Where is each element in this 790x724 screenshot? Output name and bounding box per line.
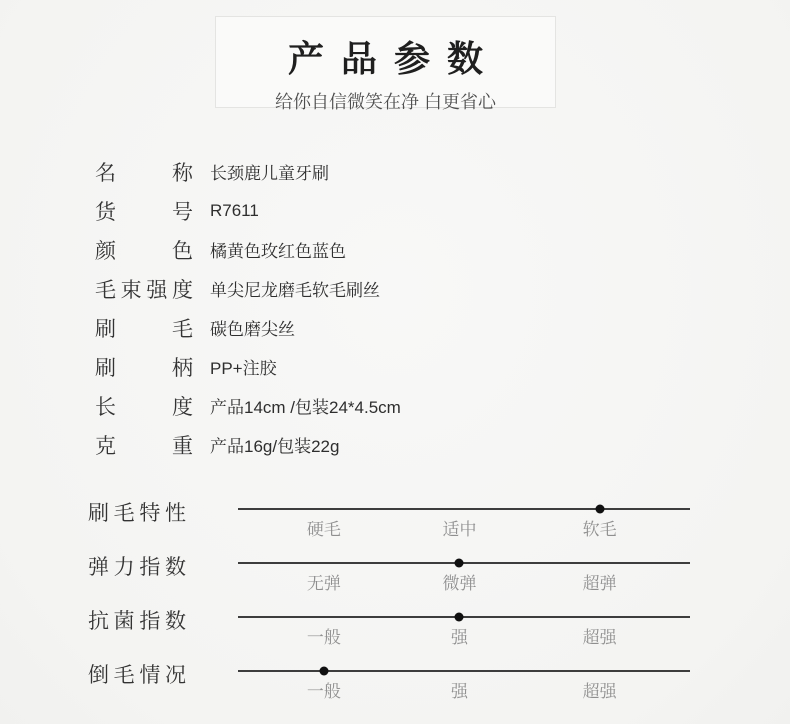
spec-label: 货 号 [95, 200, 193, 224]
spec-value: 碳色磨尖丝 [210, 320, 295, 339]
spec-row [95, 152, 735, 191]
spec-row [95, 308, 735, 347]
scale-option-label: 软毛 [582, 520, 617, 539]
scale-option-label: 强 [450, 682, 468, 701]
scale-option-label: 一般 [306, 682, 341, 701]
spec-value: 产品16g/包装22g [210, 437, 340, 456]
spec-row [95, 347, 735, 386]
scale-marker-dot [595, 505, 604, 514]
scale-line [238, 562, 690, 564]
scale-line [238, 616, 690, 618]
scale-line [238, 670, 690, 672]
scale-row [88, 544, 728, 598]
title-box [215, 16, 556, 112]
spec-row [95, 425, 735, 464]
spec-value: R7611 [210, 200, 259, 220]
rating-scales [88, 490, 728, 706]
spec-label: 毛 束 强 度 [95, 278, 193, 302]
scale-option-label: 微弹 [442, 574, 477, 593]
scale-marker-dot [455, 559, 464, 568]
scale-row [88, 598, 728, 652]
spec-value: 产品14cm /包装24*4.5cm [210, 398, 401, 417]
spec-row [95, 269, 735, 308]
scale-marker-dot [455, 613, 464, 622]
spec-label: 名 称 [95, 161, 193, 185]
scale-label: 弹 力 指 数 [88, 556, 186, 579]
scale-label: 抗 菌 指 数 [88, 610, 186, 633]
scale-label: 刷 毛 特 性 [88, 502, 186, 525]
spec-value: 长颈鹿儿童牙刷 [210, 164, 329, 183]
spec-row [95, 230, 735, 269]
spec-list [95, 152, 735, 464]
scale-row [88, 490, 728, 544]
spec-label: 刷 毛 [95, 317, 193, 341]
page-subtitle: 给你自信微笑在净 白更省心 [275, 92, 496, 112]
scale-option-label: 适中 [442, 520, 477, 539]
scale-line [238, 508, 690, 510]
scale-option-label: 超弹 [582, 574, 617, 593]
spec-label: 颜 色 [95, 239, 193, 263]
spec-label: 长 度 [95, 395, 193, 419]
spec-row [95, 386, 735, 425]
spec-label: 刷 柄 [95, 356, 193, 380]
spec-value: 单尖尼龙磨毛软毛刷丝 [210, 281, 380, 300]
page-title: 产品参数 [287, 38, 500, 79]
scale-label: 倒 毛 情 况 [88, 664, 186, 687]
scale-marker-dot [319, 667, 328, 676]
scale-option-label: 硬毛 [306, 520, 341, 539]
scale-option-label: 无弹 [306, 574, 341, 593]
spec-value: 橘黄色玫红色蓝色 [210, 242, 346, 261]
scale-track [238, 652, 690, 706]
scale-option-label: 超强 [582, 628, 617, 647]
scale-option-label: 超强 [582, 682, 617, 701]
scale-option-label: 强 [450, 628, 468, 647]
spec-label: 克 重 [95, 434, 193, 458]
scale-track [238, 598, 690, 652]
scale-track [238, 490, 690, 544]
scale-row [88, 652, 728, 706]
spec-row [95, 191, 735, 230]
spec-value: PP+注胶 [210, 359, 277, 378]
scale-track [238, 544, 690, 598]
scale-option-label: 一般 [306, 628, 341, 647]
